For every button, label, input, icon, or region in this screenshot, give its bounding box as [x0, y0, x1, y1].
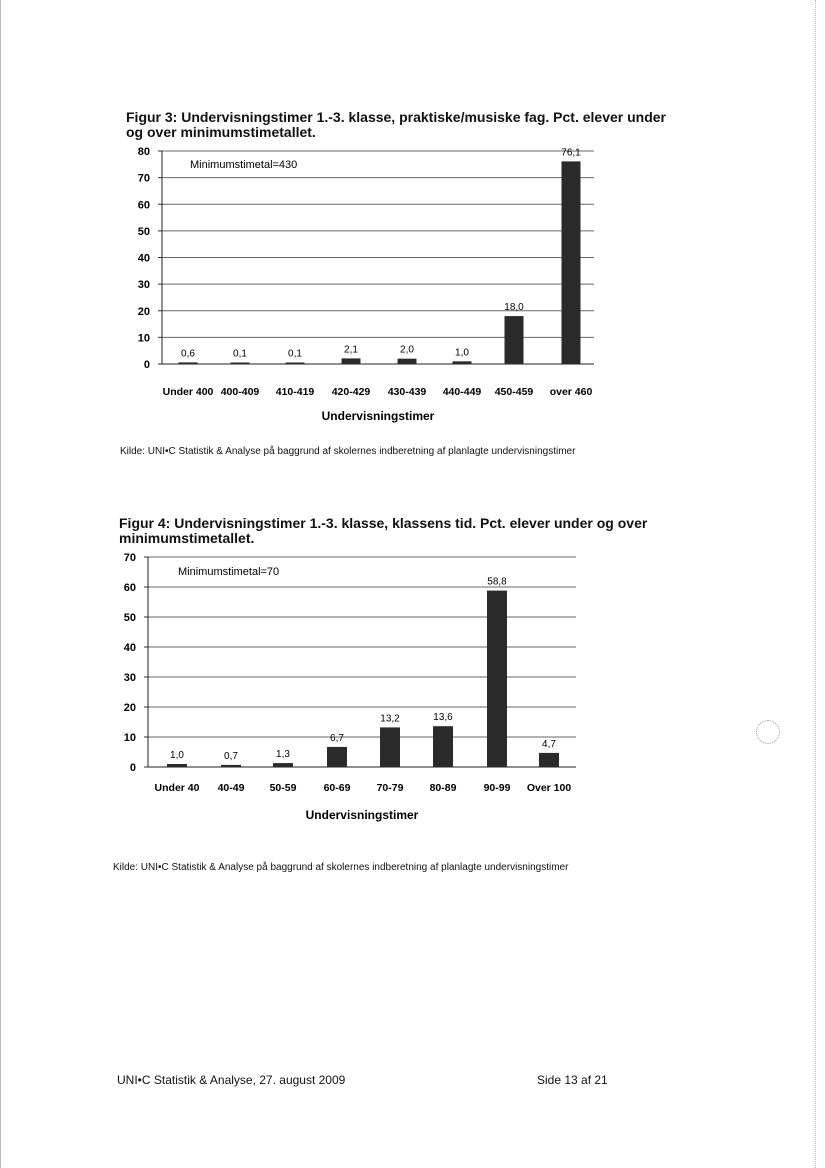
minimum-threshold-annotation: Minimumstimetal=430 — [190, 159, 298, 171]
x-category-label: 420-429 — [331, 386, 371, 398]
x-category-label: 80-89 — [429, 782, 457, 794]
bar-60-69 — [327, 747, 347, 767]
bar-value-label: 0,7 — [224, 750, 238, 762]
bar-Over 100 — [539, 753, 559, 767]
y-tick-label: 70 — [137, 172, 150, 185]
y-tick-label: 20 — [137, 305, 150, 318]
scan-artifact — [756, 720, 780, 744]
y-tick-label: 70 — [123, 552, 136, 564]
x-category-label: 400-409 — [220, 386, 260, 398]
y-tick-label: 20 — [123, 702, 136, 714]
x-category-label: 70-79 — [376, 782, 404, 794]
bar-Under 40 — [167, 764, 187, 767]
x-category-label: 50-59 — [269, 782, 297, 794]
bar-value-label: 13,6 — [433, 712, 453, 724]
y-tick-label: 60 — [137, 199, 150, 212]
x-category-label: 410-419 — [275, 386, 315, 398]
bar-70-79 — [380, 727, 400, 767]
bar-80-89 — [433, 726, 453, 767]
x-category-label: 40-49 — [217, 782, 245, 794]
bar-value-label: 1,0 — [170, 750, 184, 761]
bar-90-99 — [487, 591, 507, 767]
bar-value-label: 58,8 — [487, 576, 507, 588]
bar-value-label: 1,3 — [276, 749, 290, 761]
bar-value-label: 13,2 — [380, 713, 400, 725]
figure-4-title: Figur 4: Undervisningstimer 1.-3. klasse, klassens tid. Pct. elever under og over minimumstimetallet. — [119, 515, 648, 546]
y-tick-label: 30 — [137, 279, 150, 292]
y-tick-label: 10 — [137, 332, 150, 345]
x-category-label: 440-449 — [442, 386, 482, 398]
x-category-label: Under 40 — [154, 782, 200, 794]
y-tick-label: 10 — [123, 732, 136, 744]
bar-value-label: 6,7 — [330, 732, 344, 744]
y-tick-label: 80 — [137, 146, 150, 158]
x-category-label: 430-439 — [387, 386, 427, 398]
bar-value-label: 1,0 — [455, 347, 469, 359]
bar-value-label: 0,6 — [181, 348, 195, 360]
y-tick-label: 50 — [137, 225, 150, 238]
bar-value-label: 76,1 — [561, 147, 581, 159]
x-axis-title: Undervisningstimer — [305, 808, 419, 822]
bar-40-49 — [221, 765, 241, 767]
y-tick-label: 40 — [137, 252, 150, 265]
x-category-label: Under 400 — [162, 386, 214, 398]
figure-3-title: Figur 3: Undervisningstimer 1.-3. klasse, praktiske/musiske fag. Pct. elever under og over minimumstimetallet. — [126, 109, 666, 140]
bar-value-label: 0,1 — [288, 348, 302, 360]
figure-4-source: Kilde: UNI•C Statistik & Analyse på baggrund af skolernes indberetning af planlagte undervisningstimer — [113, 862, 569, 873]
bar-value-label: 2,0 — [400, 344, 414, 356]
y-tick-label: 60 — [123, 582, 136, 594]
y-tick-label: 50 — [123, 612, 136, 624]
x-category-label: Over 100 — [526, 782, 572, 794]
x-axis-title: Undervisningstimer — [321, 409, 435, 423]
y-tick-label: 0 — [129, 762, 136, 774]
bar-value-label: 2,1 — [344, 344, 358, 356]
x-category-label: 90-99 — [483, 782, 511, 794]
y-tick-label: 30 — [123, 672, 136, 684]
bar-value-label: 18,0 — [504, 302, 524, 314]
x-category-label: over 460 — [549, 386, 593, 398]
footer-publisher-date: UNI•C Statistik & Analyse, 27. august 2009 — [117, 1073, 346, 1087]
x-category-label: 60-69 — [323, 782, 351, 794]
bar-50-59 — [273, 763, 293, 767]
footer-page-number: Side 13 af 21 — [537, 1073, 608, 1087]
x-category-label: 450-459 — [494, 386, 534, 398]
bar-value-label: 4,7 — [542, 738, 556, 750]
bar-value-label: 0,1 — [233, 348, 247, 360]
y-tick-label: 0 — [143, 359, 150, 371]
figure-3-source: Kilde: UNI•C Statistik & Analyse på baggrund af skolernes indberetning af planlagte undervisningstimer — [120, 446, 576, 457]
y-tick-label: 40 — [123, 642, 136, 654]
minimum-threshold-annotation: Minimumstimetal=70 — [178, 566, 280, 578]
